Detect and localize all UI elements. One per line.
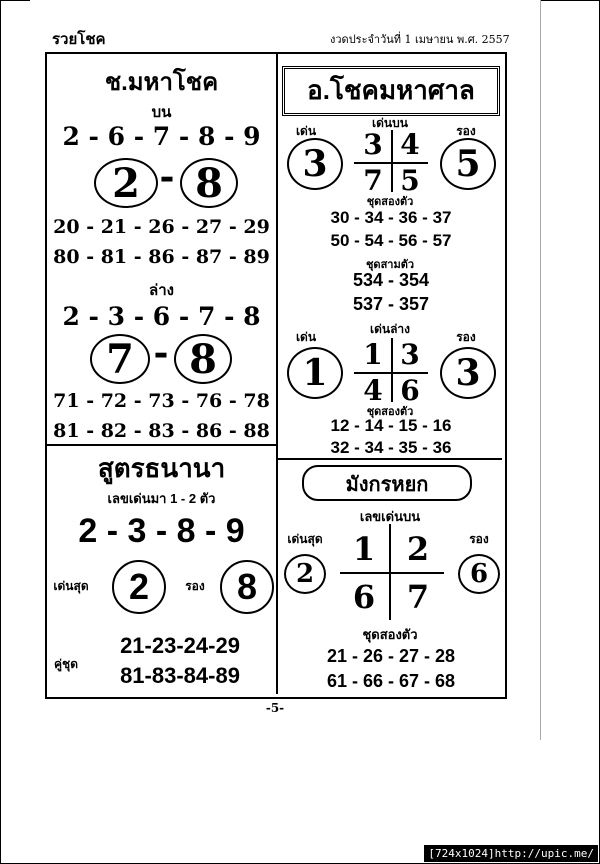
right-bottom-lead-label: เด่นสุด (287, 532, 323, 546)
header-date: งวดประจำวันที่ 1 เมษายน พ.ศ. 2557 (330, 33, 510, 46)
lower-pairs-right-row-2: 32 - 34 - 35 - 36 (330, 438, 452, 457)
right-bottom-lead-circle: 2 (284, 554, 326, 594)
lower-pairs-row-1: 71 - 72 - 73 - 76 - 78 (53, 390, 270, 412)
upper-main-dash: - (159, 156, 175, 198)
upper-pairs-row-1: 20 - 21 - 26 - 27 - 29 (53, 216, 270, 238)
lower-grid-3: 4 (363, 374, 383, 407)
upper-grid-3: 7 (363, 164, 383, 197)
upper-grid-2: 4 (400, 128, 420, 161)
upper-pair-label: ชุดสองตัว (366, 196, 414, 208)
upper-label: บน (151, 104, 172, 121)
right-bottom-grid-2: 2 (406, 530, 430, 568)
right-section-divider (278, 458, 502, 460)
upper-pairs-row-2: 80 - 81 - 86 - 87 - 89 (53, 246, 270, 268)
upper-center-label: เด่นบน (372, 116, 408, 130)
right-bottom-pair-label: ชุดสองตัว (362, 627, 418, 642)
upper-second-label: รอง (456, 124, 476, 138)
triples-row-2: 537 - 357 (352, 294, 430, 314)
lead-value-circle: 2 (112, 560, 166, 614)
left-bottom-pairs-row-1: 21-23-24-29 (120, 633, 240, 658)
lower-pairs-row-2: 81 - 82 - 83 - 86 - 88 (53, 420, 270, 442)
right-bottom-second-circle: 6 (458, 554, 500, 594)
second-label: รอง (185, 579, 205, 593)
left-section-divider (47, 444, 276, 446)
lower-second-label: รอง (456, 330, 476, 344)
right-bottom-pairs-row-1: 21 - 26 - 27 - 28 (326, 646, 456, 666)
right-bottom-grid-1: 1 (352, 530, 376, 568)
lower-grid-4: 6 (400, 374, 420, 407)
upper-grid-4: 5 (400, 164, 420, 197)
right-bottom-pairs-row-2: 61 - 66 - 67 - 68 (326, 671, 456, 691)
upper-lead-label: เด่น (295, 124, 317, 138)
pair-label: คู่ชุด (54, 657, 78, 671)
lower-grid-1: 1 (363, 338, 383, 371)
left-bottom-title: สูตรธนานา (97, 453, 226, 483)
upper-pairs-right-row-1: 30 - 34 - 36 - 37 (330, 208, 452, 227)
right-bottom-subtitle: เลขเด่นบน (359, 509, 421, 524)
lower-digits: 2 - 3 - 6 - 7 - 8 (62, 302, 261, 331)
left-bottom-digits: 2 - 3 - 8 - 9 (78, 512, 245, 550)
right-top-title: อ.โชคมหาศาล (307, 75, 475, 105)
upper-pairs-right-row-2: 50 - 54 - 56 - 57 (330, 231, 452, 250)
page-number: -5- (265, 701, 285, 715)
upper-second-circle: 5 (440, 138, 496, 190)
left-top-title: ช.มหาโชค (104, 69, 219, 96)
upper-lead-circle: 3 (287, 138, 343, 190)
lower-center-label: เด่นล่าง (369, 322, 411, 336)
second-value-circle: 8 (220, 560, 274, 614)
lower-pair-label: ชุดสองตัว (366, 406, 414, 418)
column-divider (276, 54, 278, 694)
upper-grid-1: 3 (363, 128, 383, 161)
lead-label: เด่นสุด (53, 579, 89, 593)
left-bottom-subtitle: เลขเด่นมา 1 - 2 ตัว (107, 491, 216, 506)
upper-main-circle-1: 2 (94, 158, 158, 208)
right-bottom-grid-hline (340, 572, 444, 574)
right-bottom-grid-3: 6 (352, 578, 376, 616)
lower-grid-2: 3 (400, 338, 420, 371)
left-bottom-pairs-row-2: 81-83-84-89 (120, 663, 240, 688)
image-source-stamp[interactable]: [724x1024]http://upic.me/ (424, 845, 598, 862)
lower-main-dash: - (153, 332, 169, 374)
upper-digits: 2 - 6 - 7 - 8 - 9 (62, 122, 261, 151)
lower-main-circle-2: 8 (174, 334, 232, 384)
lower-lead-circle: 1 (287, 347, 343, 399)
right-bottom-title: มังกรหยก (345, 474, 429, 496)
right-bottom-second-label: รอง (469, 532, 489, 546)
lower-lead-label: เด่น (295, 330, 317, 344)
lower-label: ล่าง (149, 282, 174, 299)
triples-row-1: 534 - 354 (352, 270, 430, 290)
lower-main-circle-1: 7 (90, 334, 150, 384)
right-bottom-grid-4: 7 (406, 578, 430, 616)
lower-second-circle: 3 (440, 347, 496, 399)
triple-label: ชุดสามตัว (365, 259, 415, 271)
upper-main-circle-2: 8 (180, 158, 238, 208)
lower-pairs-right-row-1: 12 - 14 - 15 - 16 (330, 416, 452, 435)
header-brand: รวยโชค (52, 30, 106, 48)
